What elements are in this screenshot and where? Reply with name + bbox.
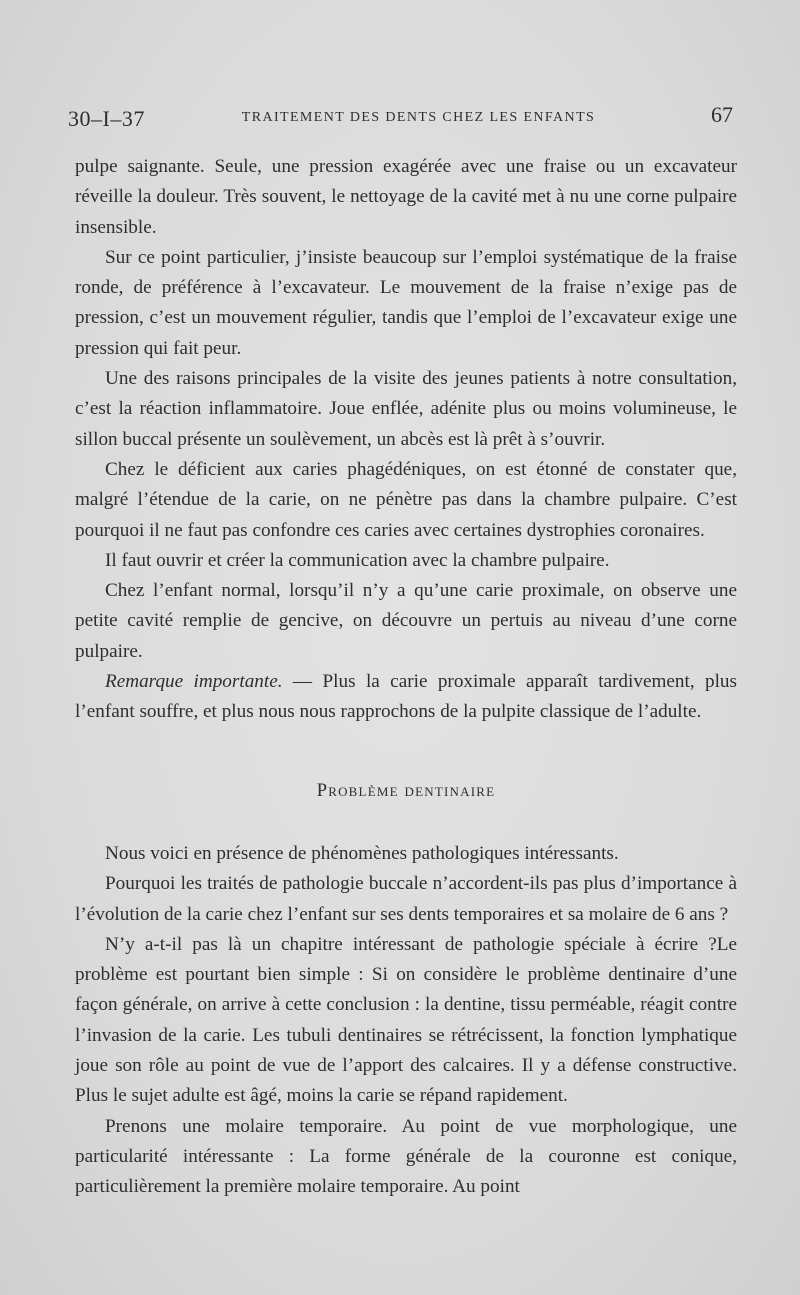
section-title: Problème dentinaire (316, 780, 496, 801)
paragraph-1: pulpe saignante. Seule, une pression exagérée avec une fraise ou un excavateur réveille la douleur. Très souvent, le nettoyage de la cavité met à nu une corne pulpaire insensible. (75, 156, 737, 238)
paragraph-4: Chez le déficient aux caries phagédéniques, on est étonné de constater que, malgré l’étendue de la carie, on ne pénètre pas dans la chambre pulpaire. C’est pourquoi il ne faut pas confondre ces caries avec certaines dystrophies coronaires. (75, 458, 737, 541)
paragraph-3: Une des raisons principales de la visite des jeunes patients à notre consultation, c’est la réaction inflammatoire. Joue enflée, adénite plus ou moins volumineuse, le sillon buccal présente un soulèvement, un abcès est là prêt à s’ouvrir. (75, 368, 737, 450)
page-number: 67 (711, 102, 733, 127)
body-text (75, 152, 737, 1203)
remark-label: Remarque importante. (105, 671, 283, 693)
paragraph-6: Chez l’enfant normal, lorsqu’il n’y a qu’une carie proximale, on observe une petite cavité remplie de gencive, on découvre un pertuis au niveau d’une corne pulpaire. (75, 580, 737, 662)
paragraph-2: Sur ce point particulier, j’insiste beaucoup sur l’emploi systématique de la fraise ronde, de préférence à l’excavateur. Le mouvement de la fraise n’exige pas de pression, c’est un mouvement régulier, tandis que l’emploi de l’excavateur exige une pression qui fait peur. (75, 246, 737, 359)
running-head (68, 100, 733, 132)
header-date: 30–I–37 (68, 106, 145, 131)
header-title: TRAITEMENT DES DENTS CHEZ LES ENFANTS (241, 110, 596, 125)
paragraph-5: Il faut ouvrir et créer la communication avec la chambre pulpaire. (105, 549, 610, 571)
paragraph-7 (75, 667, 737, 728)
paragraph-8: Nous voici en présence de phénomènes pathologiques intéressants. (105, 842, 619, 864)
paragraph-9: Pourquoi les traités de pathologie buccale n’accordent-ils pas plus d’importance à l’évolution de la carie chez l’enfant sur ses dents temporaires et sa molaire de 6 ans ? (75, 873, 737, 925)
paragraph-11: Prenons une molaire temporaire. Au point de vue morphologique, une particularité intéressante : La forme générale de la couronne est conique, particulièrement la première molaire temporaire. Au point (75, 1115, 737, 1198)
paragraph-10: N’y a-t-il pas là un chapitre intéressant de pathologie spéciale à écrire ?Le problème est pourtant bien simple : Si on considère le problème dentinaire d’une façon générale, on arrive à cette conclusion : la dentine, tissu perméable, réagit contre l’invasion de la carie. Les tubuli dentinaires se rétrécissent, la fonction lymphatique joue son rôle au point de vue de l’apport des calcaires. Il y a défense constructive. Plus le sujet adulte est âgé, moins la carie se répand rapidement. (75, 933, 737, 1107)
remark-text: — Plus la carie proximale apparaît tardivement, plus l’enfant souffre, et plus nous nous rapprochons de la pulpite classique de l’adulte. (75, 671, 737, 723)
